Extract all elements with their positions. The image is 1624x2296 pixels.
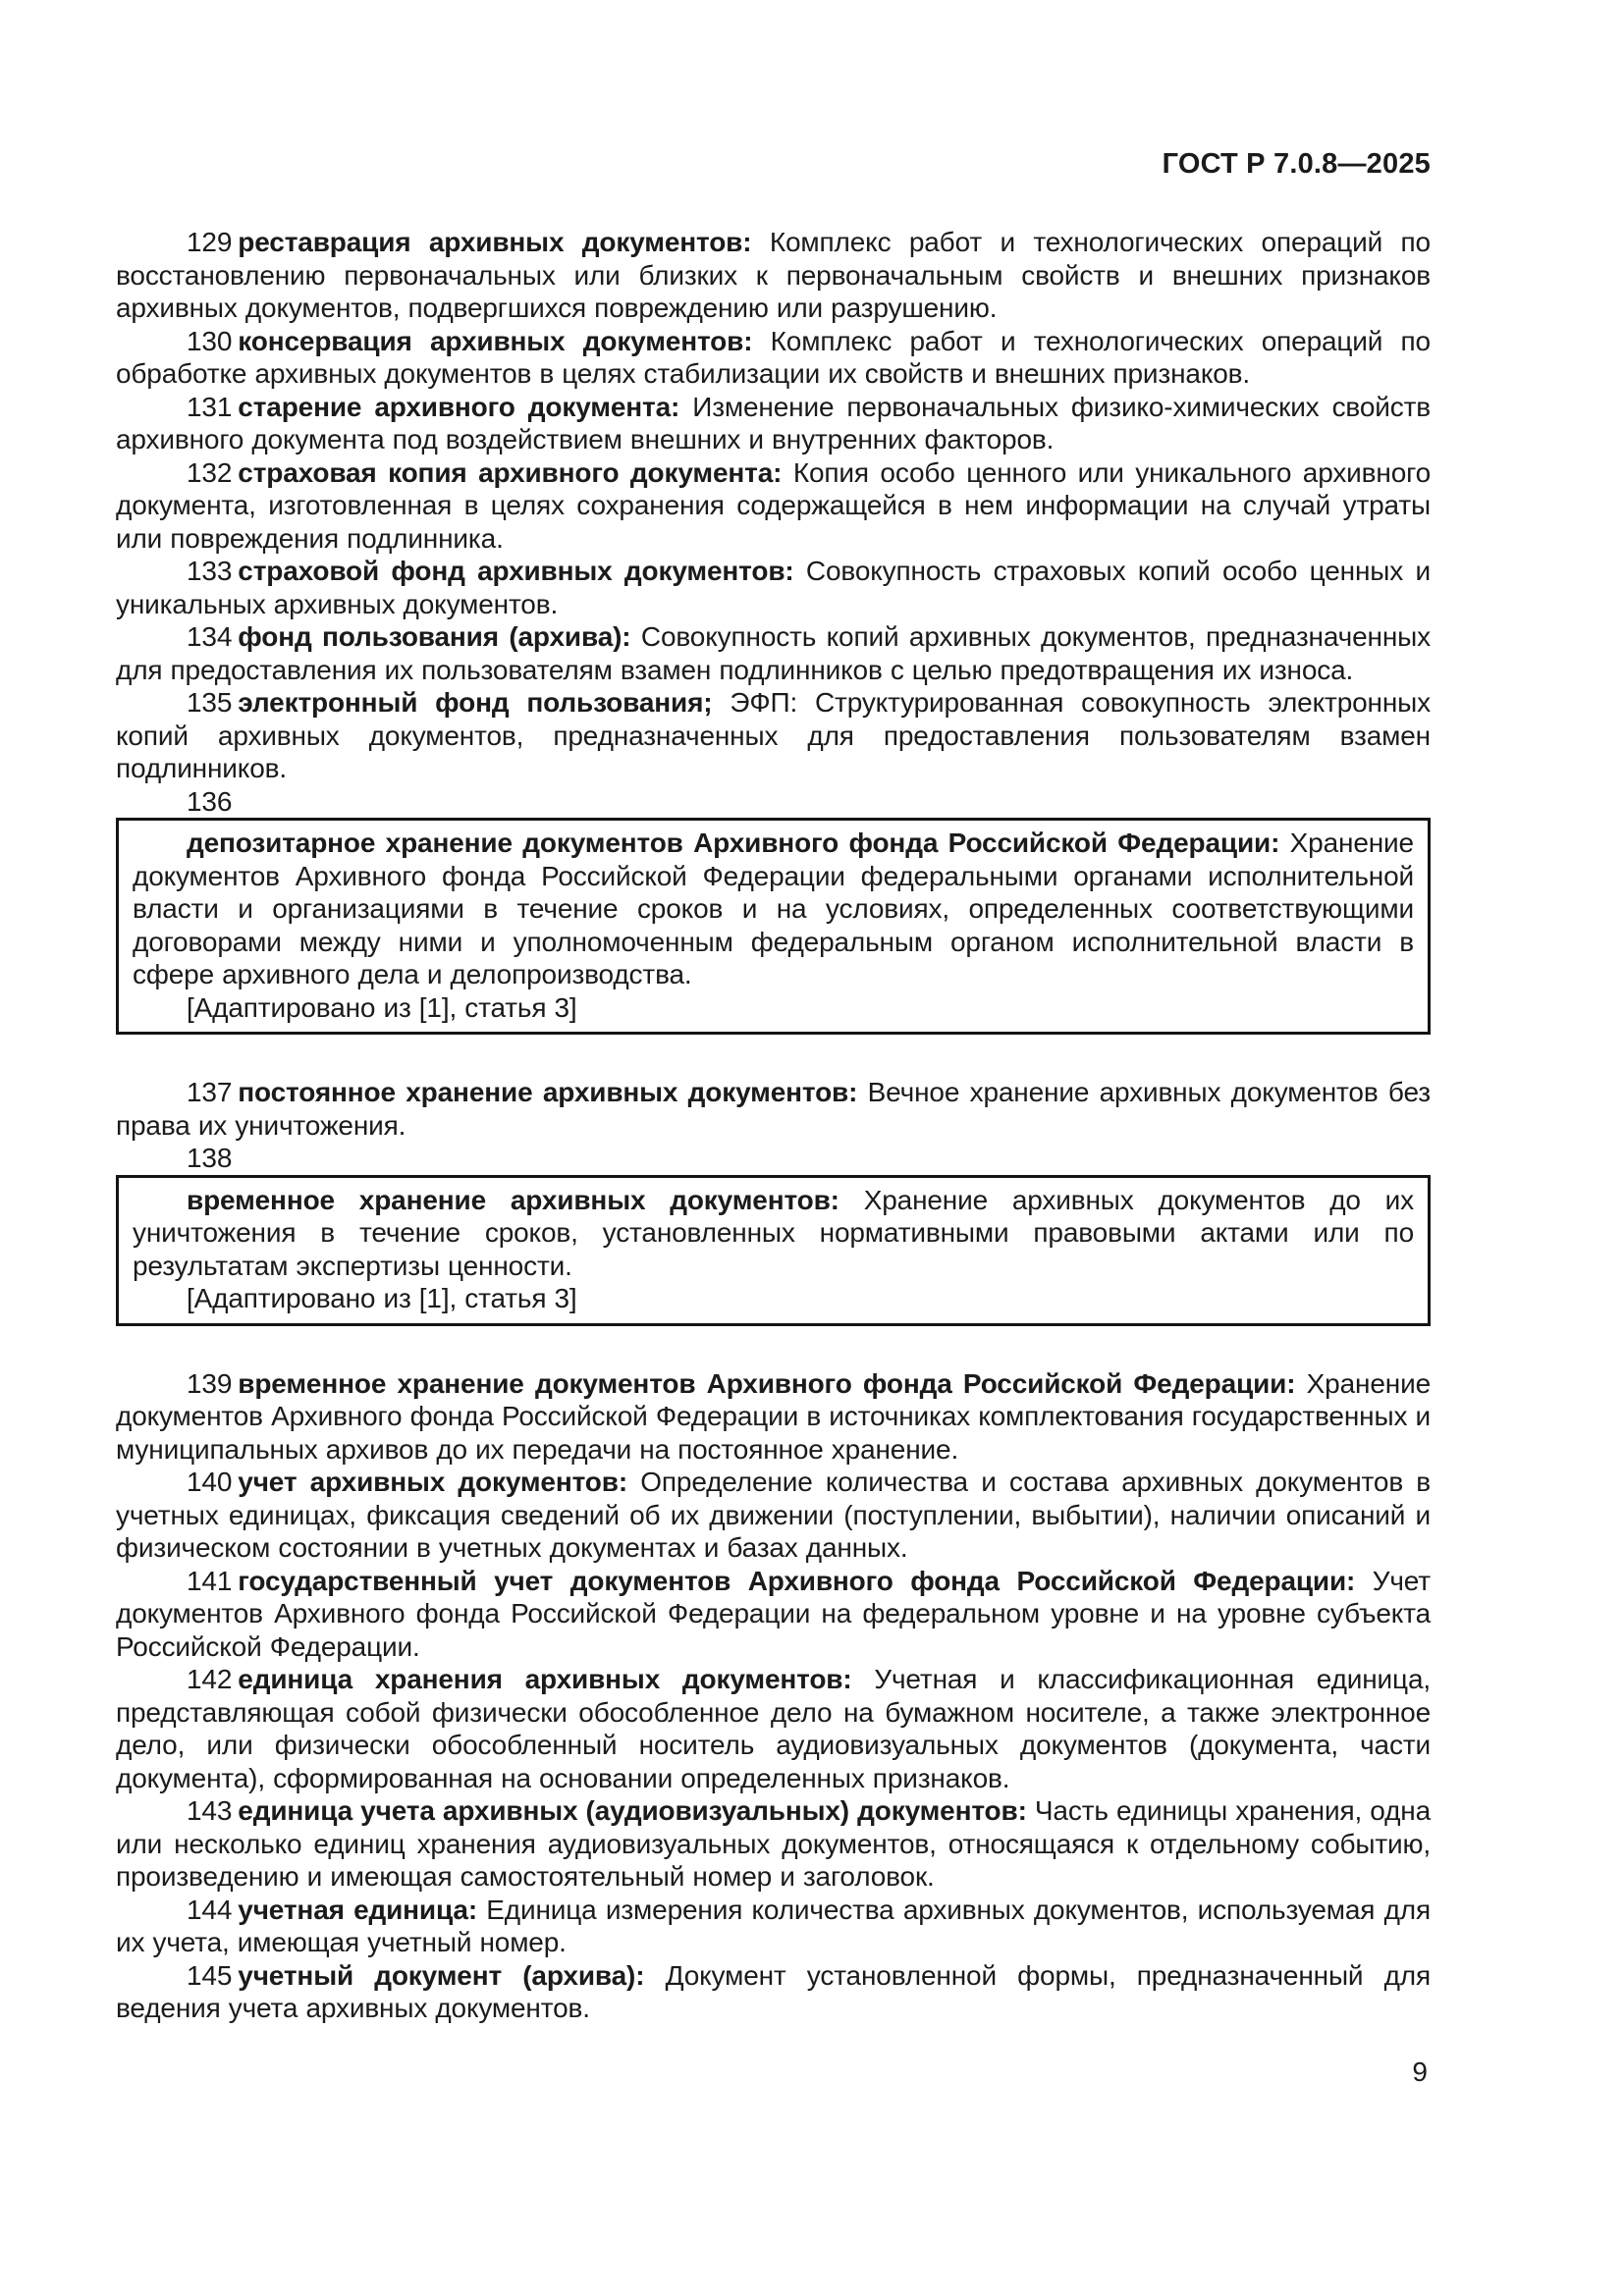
term-definition: Комплекс работ и технологических операций по обработке архивных документов в целях стабилизации их свойств и внешних признаков. xyxy=(116,325,1431,389)
term-number: 140 xyxy=(187,1467,233,1497)
term-entry-131 xyxy=(116,391,1431,456)
boxed-term-paragraph xyxy=(133,827,1414,991)
term-name: старение архивного документа: xyxy=(238,391,680,422)
term-definition: Определение количества и состава архивных документов в учетных единицах, фиксация сведений об их движении (поступлении, выбытии), наличии описаний и физическом состоянии в учетных документах и базах данных. xyxy=(116,1467,1432,1563)
term-number: 131 xyxy=(187,391,233,422)
term-name: временное хранение документов Архивного фонда Российской Федерации: xyxy=(238,1367,1296,1399)
term-definition: Хранение архивных документов до их уничтожения в течение сроков, установленных нормативными правовыми актами или по результатам экспертизы ценности. xyxy=(133,1184,1414,1281)
term-definition: Изменение первоначальных физико-химических свойств архивного документа под воздействием внешних и внутренних факторов. xyxy=(116,391,1431,454)
term-number: 133 xyxy=(187,556,233,586)
adaptation-citation: [Адаптировано из [1], статья 3] xyxy=(187,1283,577,1313)
term-entry-133 xyxy=(116,555,1431,620)
term-definition: Вечное хранение архивных документов без права их уничтожения. xyxy=(116,1077,1431,1141)
term-entry-129 xyxy=(116,226,1431,325)
term-number: 142 xyxy=(187,1664,233,1694)
term-entry-141 xyxy=(116,1565,1431,1664)
term-name: единица хранения архивных документов: xyxy=(238,1664,852,1694)
term-definition: Единица измерения количества архивных документов, используемая для их учета, имеющая учетный номер. xyxy=(116,1894,1431,1957)
boxed-definition-136 xyxy=(116,818,1431,1035)
term-entry-135 xyxy=(116,686,1431,785)
term-number: 135 xyxy=(187,687,233,718)
page-number: 9 xyxy=(1412,2056,1428,2087)
term-definition: Хранение документов Архивного фонда Российской Федерации в источниках комплектования государственных и муниципальных архивов до их передачи на постоянное хранение. xyxy=(116,1367,1431,1465)
term-name: постоянное хранение архивных документов: xyxy=(238,1077,858,1107)
standalone-term-number-138: 138 xyxy=(187,1143,233,1173)
term-definition: Документ установленной формы, предназначенный для ведения учета архивных документов. xyxy=(116,1959,1431,2023)
term-definition: Учетная и классификационная единица, представляющая собой физически обособленное дело на бумажном носителе, а также электронное дело, или физически обособленный носитель аудиовизуальных документов (документа, части документа), сформированная на основании определенных признаков. xyxy=(116,1664,1431,1793)
term-entry-145 xyxy=(116,1959,1431,2025)
term-name: реставрация архивных документов: xyxy=(238,227,752,257)
term-definition: Хранение документов Архивного фонда Российской Федерации федеральными органами исполнительной власти и организациями в течение сроков и на условиях, определенных соответствующими договорами между ними и уполномоченным федеральным органом исполнительной власти в сфере архивного дела и делопроизводства. xyxy=(133,828,1414,989)
term-number: 145 xyxy=(187,1959,233,1991)
term-entry-132 xyxy=(116,456,1431,556)
boxed-definition-138 xyxy=(116,1175,1431,1326)
term-name: учетный документ (архива): xyxy=(238,1959,645,1991)
term-definition: Копия особо ценного или уникального архивного документа, изготовленная в целях сохранения содержащейся в нем информации на случай утраты или повреждения подлинника. xyxy=(116,456,1431,554)
term-definition: Совокупность страховых копий особо ценных и уникальных архивных документов. xyxy=(116,556,1431,619)
term-number: 132 xyxy=(187,456,233,488)
term-number: 143 xyxy=(187,1795,233,1826)
term-number: 129 xyxy=(187,227,233,257)
term-definition: Часть единицы хранения, одна или несколько единиц хранения аудиовизуальных документов, относящаяся к отдельному событию, произведению и имеющая самостоятельный номер и заголовок. xyxy=(116,1795,1431,1892)
term-entry-143 xyxy=(116,1794,1431,1894)
term-definition: ЭФП: Структурированная совокупность электронных копий архивных документов, предназначенных для предоставления пользователям взамен подлинников. xyxy=(116,687,1431,783)
term-number: 134 xyxy=(187,621,233,652)
term-number: 139 xyxy=(187,1367,233,1399)
term-name: консервация архивных документов: xyxy=(238,325,753,356)
term-entry-144 xyxy=(116,1894,1431,1959)
adaptation-citation: [Адаптировано из [1], статья 3] xyxy=(187,991,577,1023)
term-number: 130 xyxy=(187,325,233,356)
term-name: учет архивных документов: xyxy=(238,1467,628,1497)
term-name: депозитарное хранение документов Архивного фонда Российской Федерации: xyxy=(187,828,1280,858)
term-number: 141 xyxy=(187,1565,233,1596)
standalone-term-number-136: 136 xyxy=(187,785,233,817)
term-name: страховой фонд архивных документов: xyxy=(238,556,794,586)
term-definition: Совокупность копий архивных документов, предназначенных для предоставления их пользователям взамен подлинников с целью предотвращения их износа. xyxy=(116,621,1431,685)
term-name: страховая копия архивного документа: xyxy=(238,456,783,488)
term-name: временное хранение архивных документов: xyxy=(187,1184,839,1215)
term-entry-134 xyxy=(116,620,1431,686)
term-number: 137 xyxy=(187,1077,233,1107)
boxed-term-paragraph xyxy=(133,1184,1414,1283)
term-entry-137 xyxy=(116,1076,1431,1142)
term-name: учетная единица: xyxy=(238,1894,477,1925)
term-name: электронный фонд пользования; xyxy=(238,687,713,718)
term-entry-140 xyxy=(116,1466,1431,1565)
term-name: фонд пользования (архива): xyxy=(238,621,631,652)
term-name: единица учета архивных (аудиовизуальных) документов: xyxy=(238,1795,1027,1826)
term-entry-130 xyxy=(116,325,1431,391)
term-name: государственный учет документов Архивного фонда Российской Федерации: xyxy=(238,1565,1356,1596)
term-number: 144 xyxy=(187,1894,233,1925)
terms-section xyxy=(116,226,1431,2025)
term-entry-142 xyxy=(116,1663,1431,1794)
term-entry-139 xyxy=(116,1367,1431,1467)
term-definition: Комплекс работ и технологических операций по восстановлению первоначальных или близких к первоначальным свойств и внешних признаков архивных документов, подвергшихся повреждению или разрушению. xyxy=(116,227,1431,323)
term-definition: Учет документов Архивного фонда Российской Федерации на федеральном уровне и на уровне субъекта Российской Федерации. xyxy=(116,1565,1431,1662)
page-content xyxy=(116,147,1431,2025)
standard-designation-header: ГОСТ Р 7.0.8—2025 xyxy=(1162,148,1431,180)
